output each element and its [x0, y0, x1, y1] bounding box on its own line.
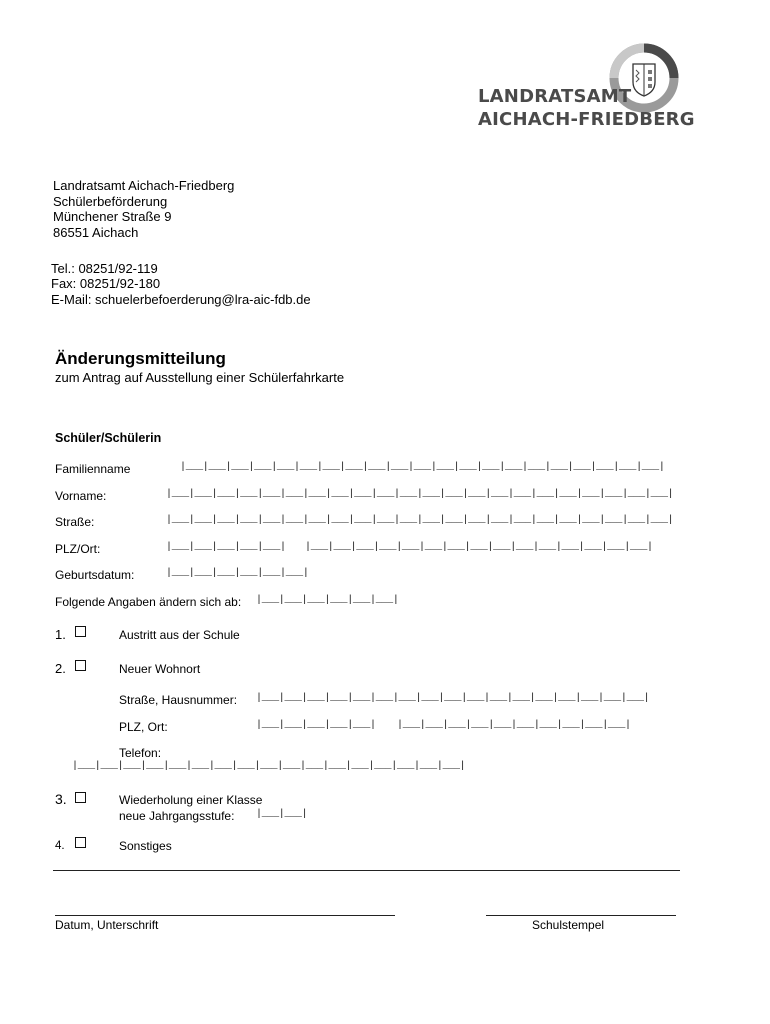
option-2-plz-field[interactable]: |___|___|___|___|___| — [256, 720, 376, 731]
option-3-number: 3. — [55, 791, 67, 807]
signature-label: Datum, Unterschrift — [55, 918, 159, 932]
option-2-telefon-field[interactable]: |___|___|___|___|___|___|___|___|___|___|___|___|___|___|___|___|___| — [72, 761, 466, 772]
strasse-field[interactable]: |___|___|___|___|___|___|___|___|___|___|___|___|___|___|___|___|___|___|___|___|___|___| — [166, 515, 674, 526]
option-2-telefon-label: Telefon: — [119, 746, 162, 760]
option-1-checkbox[interactable] — [75, 626, 86, 637]
address-city: 86551 Aichach — [53, 225, 139, 240]
familienname-field[interactable]: |___|___|___|___|___|___|___|___|___|___|___|___|___|___|___|___|___|___|___|___|___| — [180, 462, 665, 473]
page-title: Änderungsmitteilung — [55, 349, 226, 368]
geburtsdatum-label: Geburtsdatum: — [55, 568, 135, 582]
contact-fax: Fax: 08251/92-180 — [51, 276, 161, 291]
option-2-plz-label: PLZ, Ort: — [119, 720, 168, 734]
option-2-strasse-label: Straße, Hausnummer: — [119, 693, 238, 707]
ort-field[interactable]: |___|___|___|___|___|___|___|___|___|___|___|___|___|___|___| — [305, 542, 653, 553]
familienname-label: Familienname — [55, 462, 131, 476]
page-subtitle: zum Antrag auf Ausstellung einer Schülerfahrkarte — [55, 370, 345, 385]
address-street: Münchener Straße 9 — [53, 209, 172, 224]
logo-line-1: LANDRATSAMT — [478, 86, 632, 107]
option-2-number: 2. — [55, 661, 66, 676]
address-dept: Schülerbeförderung — [53, 194, 168, 209]
option-2-strasse-field[interactable]: |___|___|___|___|___|___|___|___|___|___|___|___|___|___|___|___|___| — [256, 693, 650, 704]
option-2-checkbox[interactable] — [75, 660, 86, 671]
option-2-ort-field[interactable]: |___|___|___|___|___|___|___|___|___|___| — [397, 720, 631, 731]
logo-line-2: AICHACH-FRIEDBERG — [478, 109, 695, 130]
option-4-checkbox[interactable] — [75, 837, 86, 848]
plz-field[interactable]: |___|___|___|___|___| — [166, 542, 286, 553]
option-2-label: Neuer Wohnort — [119, 662, 201, 676]
plzort-label: PLZ/Ort: — [55, 542, 101, 556]
option-4-number: 4. — [55, 840, 65, 852]
option-3-checkbox[interactable] — [75, 792, 86, 803]
option-1-label: Austritt aus der Schule — [119, 628, 240, 642]
vorname-field[interactable]: |___|___|___|___|___|___|___|___|___|___|___|___|___|___|___|___|___|___|___|___|___|___| — [166, 489, 674, 500]
signature-line[interactable] — [55, 915, 395, 916]
stamp-line[interactable] — [486, 915, 676, 916]
strasse-label: Straße: — [55, 515, 95, 529]
contact-tel: Tel.: 08251/92-119 — [51, 261, 158, 276]
geburtsdatum-field[interactable]: |___|___|___|___|___|___| — [166, 568, 309, 579]
aendern-ab-field[interactable]: |___|___|___|___|___|___| — [256, 595, 399, 606]
option-3-stufe-field[interactable]: |___|___| — [256, 809, 308, 820]
option-1-number: 1. — [55, 627, 66, 642]
option-4-label: Sonstiges — [119, 839, 172, 853]
address-org: Landratsamt Aichach-Friedberg — [53, 178, 235, 193]
section-heading-student: Schüler/Schülerin — [55, 431, 162, 445]
stamp-label: Schulstempel — [532, 918, 605, 932]
sonstiges-line[interactable] — [53, 870, 680, 871]
option-3-sub-label: neue Jahrgangsstufe: — [119, 809, 235, 823]
contact-email: E-Mail: schuelerbefoerderung@lra-aic-fdb.de — [51, 292, 311, 307]
vorname-label: Vorname: — [55, 489, 107, 503]
option-3-label: Wiederholung einer Klasse — [119, 793, 263, 807]
aendern-ab-label: Folgende Angaben ändern sich ab: — [55, 595, 242, 609]
